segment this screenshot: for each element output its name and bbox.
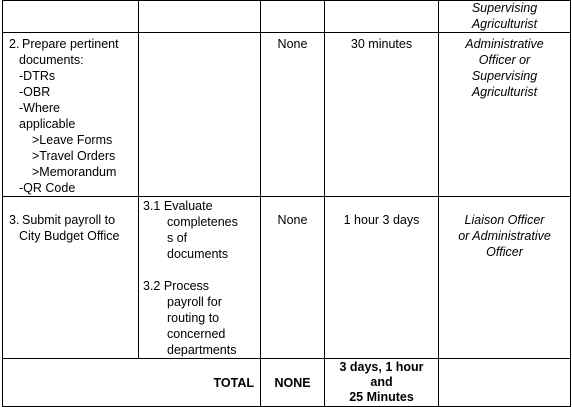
processing-time-value: 1 hour 3 days <box>343 213 420 227</box>
total-responsible-cell <box>439 359 571 407</box>
table-row-step-2 <box>3 33 571 197</box>
client-steps-cell <box>3 33 139 197</box>
step-text: Prepare pertinent <box>22 37 119 51</box>
step-text: -Where <box>19 101 60 115</box>
total-label: TOTAL <box>213 375 254 390</box>
processing-time-value: 30 minutes <box>350 37 413 51</box>
step-text: -DTRs <box>19 69 56 83</box>
fees-cell <box>261 197 325 359</box>
responsible-line: Supervising <box>471 69 538 83</box>
action-number: 3.1 <box>143 199 161 213</box>
action-text: Process <box>163 279 210 293</box>
responsible-cell <box>439 33 571 197</box>
responsible-line: Officer <box>486 245 523 259</box>
responsible-line: Administrative <box>465 37 544 51</box>
table-row-total <box>3 359 571 407</box>
step-text: >Leave Forms <box>32 133 113 147</box>
client-steps-cell <box>3 1 139 33</box>
total-time-line: and <box>370 375 393 389</box>
responsible-cell <box>439 1 571 33</box>
step-text: documents: <box>19 53 84 67</box>
responsible-line: Liaison Officer <box>464 213 545 227</box>
action-text: departments <box>167 343 237 357</box>
responsible-line: Agriculturist <box>471 85 538 99</box>
fees-value: None <box>277 37 308 51</box>
total-label-cell <box>3 359 261 407</box>
step-number: 2. <box>9 37 20 51</box>
step-text: City Budget Office <box>19 229 120 243</box>
action-text: completenes <box>167 215 238 229</box>
procedure-table <box>2 0 571 407</box>
step-text: >Travel Orders <box>32 149 116 163</box>
action-text: routing to <box>167 311 220 325</box>
responsible-cell <box>439 197 571 359</box>
fees-cell <box>261 33 325 197</box>
total-time-line: 25 Minutes <box>349 390 414 404</box>
action-text: Evaluate <box>163 199 213 213</box>
action-text: s of <box>167 231 188 245</box>
client-steps-cell <box>3 197 139 359</box>
step-text: -QR Code <box>19 181 76 195</box>
responsible-line: Agriculturist <box>471 17 538 31</box>
table-row-step-3 <box>3 197 571 359</box>
step-text: -OBR <box>19 85 51 99</box>
agency-action-cell <box>139 33 261 197</box>
responsible-line: or Administrative <box>458 229 551 243</box>
processing-time-cell <box>325 197 439 359</box>
fees-value: None <box>277 213 308 227</box>
step-number: 3. <box>9 213 20 227</box>
processing-time-cell <box>325 33 439 197</box>
total-fees-cell <box>261 359 325 407</box>
processing-time-cell <box>325 1 439 33</box>
table-row-continued <box>3 1 571 33</box>
action-text: concerned <box>167 327 226 341</box>
step-text: Submit payroll to <box>22 213 116 227</box>
total-time-cell <box>325 359 439 407</box>
step-text: applicable <box>19 117 76 131</box>
action-text: payroll for <box>167 295 222 309</box>
step-text: >Memorandum <box>32 165 117 179</box>
agency-action-cell <box>139 197 261 359</box>
responsible-line: Officer or <box>478 53 531 67</box>
total-fees-value: NONE <box>274 375 311 390</box>
action-number: 3.2 <box>143 279 161 293</box>
total-time-line: 3 days, 1 hour <box>339 360 424 374</box>
action-text: documents <box>167 247 229 261</box>
responsible-line: Supervising <box>471 1 538 15</box>
fees-cell <box>261 1 325 33</box>
agency-action-cell <box>139 1 261 33</box>
